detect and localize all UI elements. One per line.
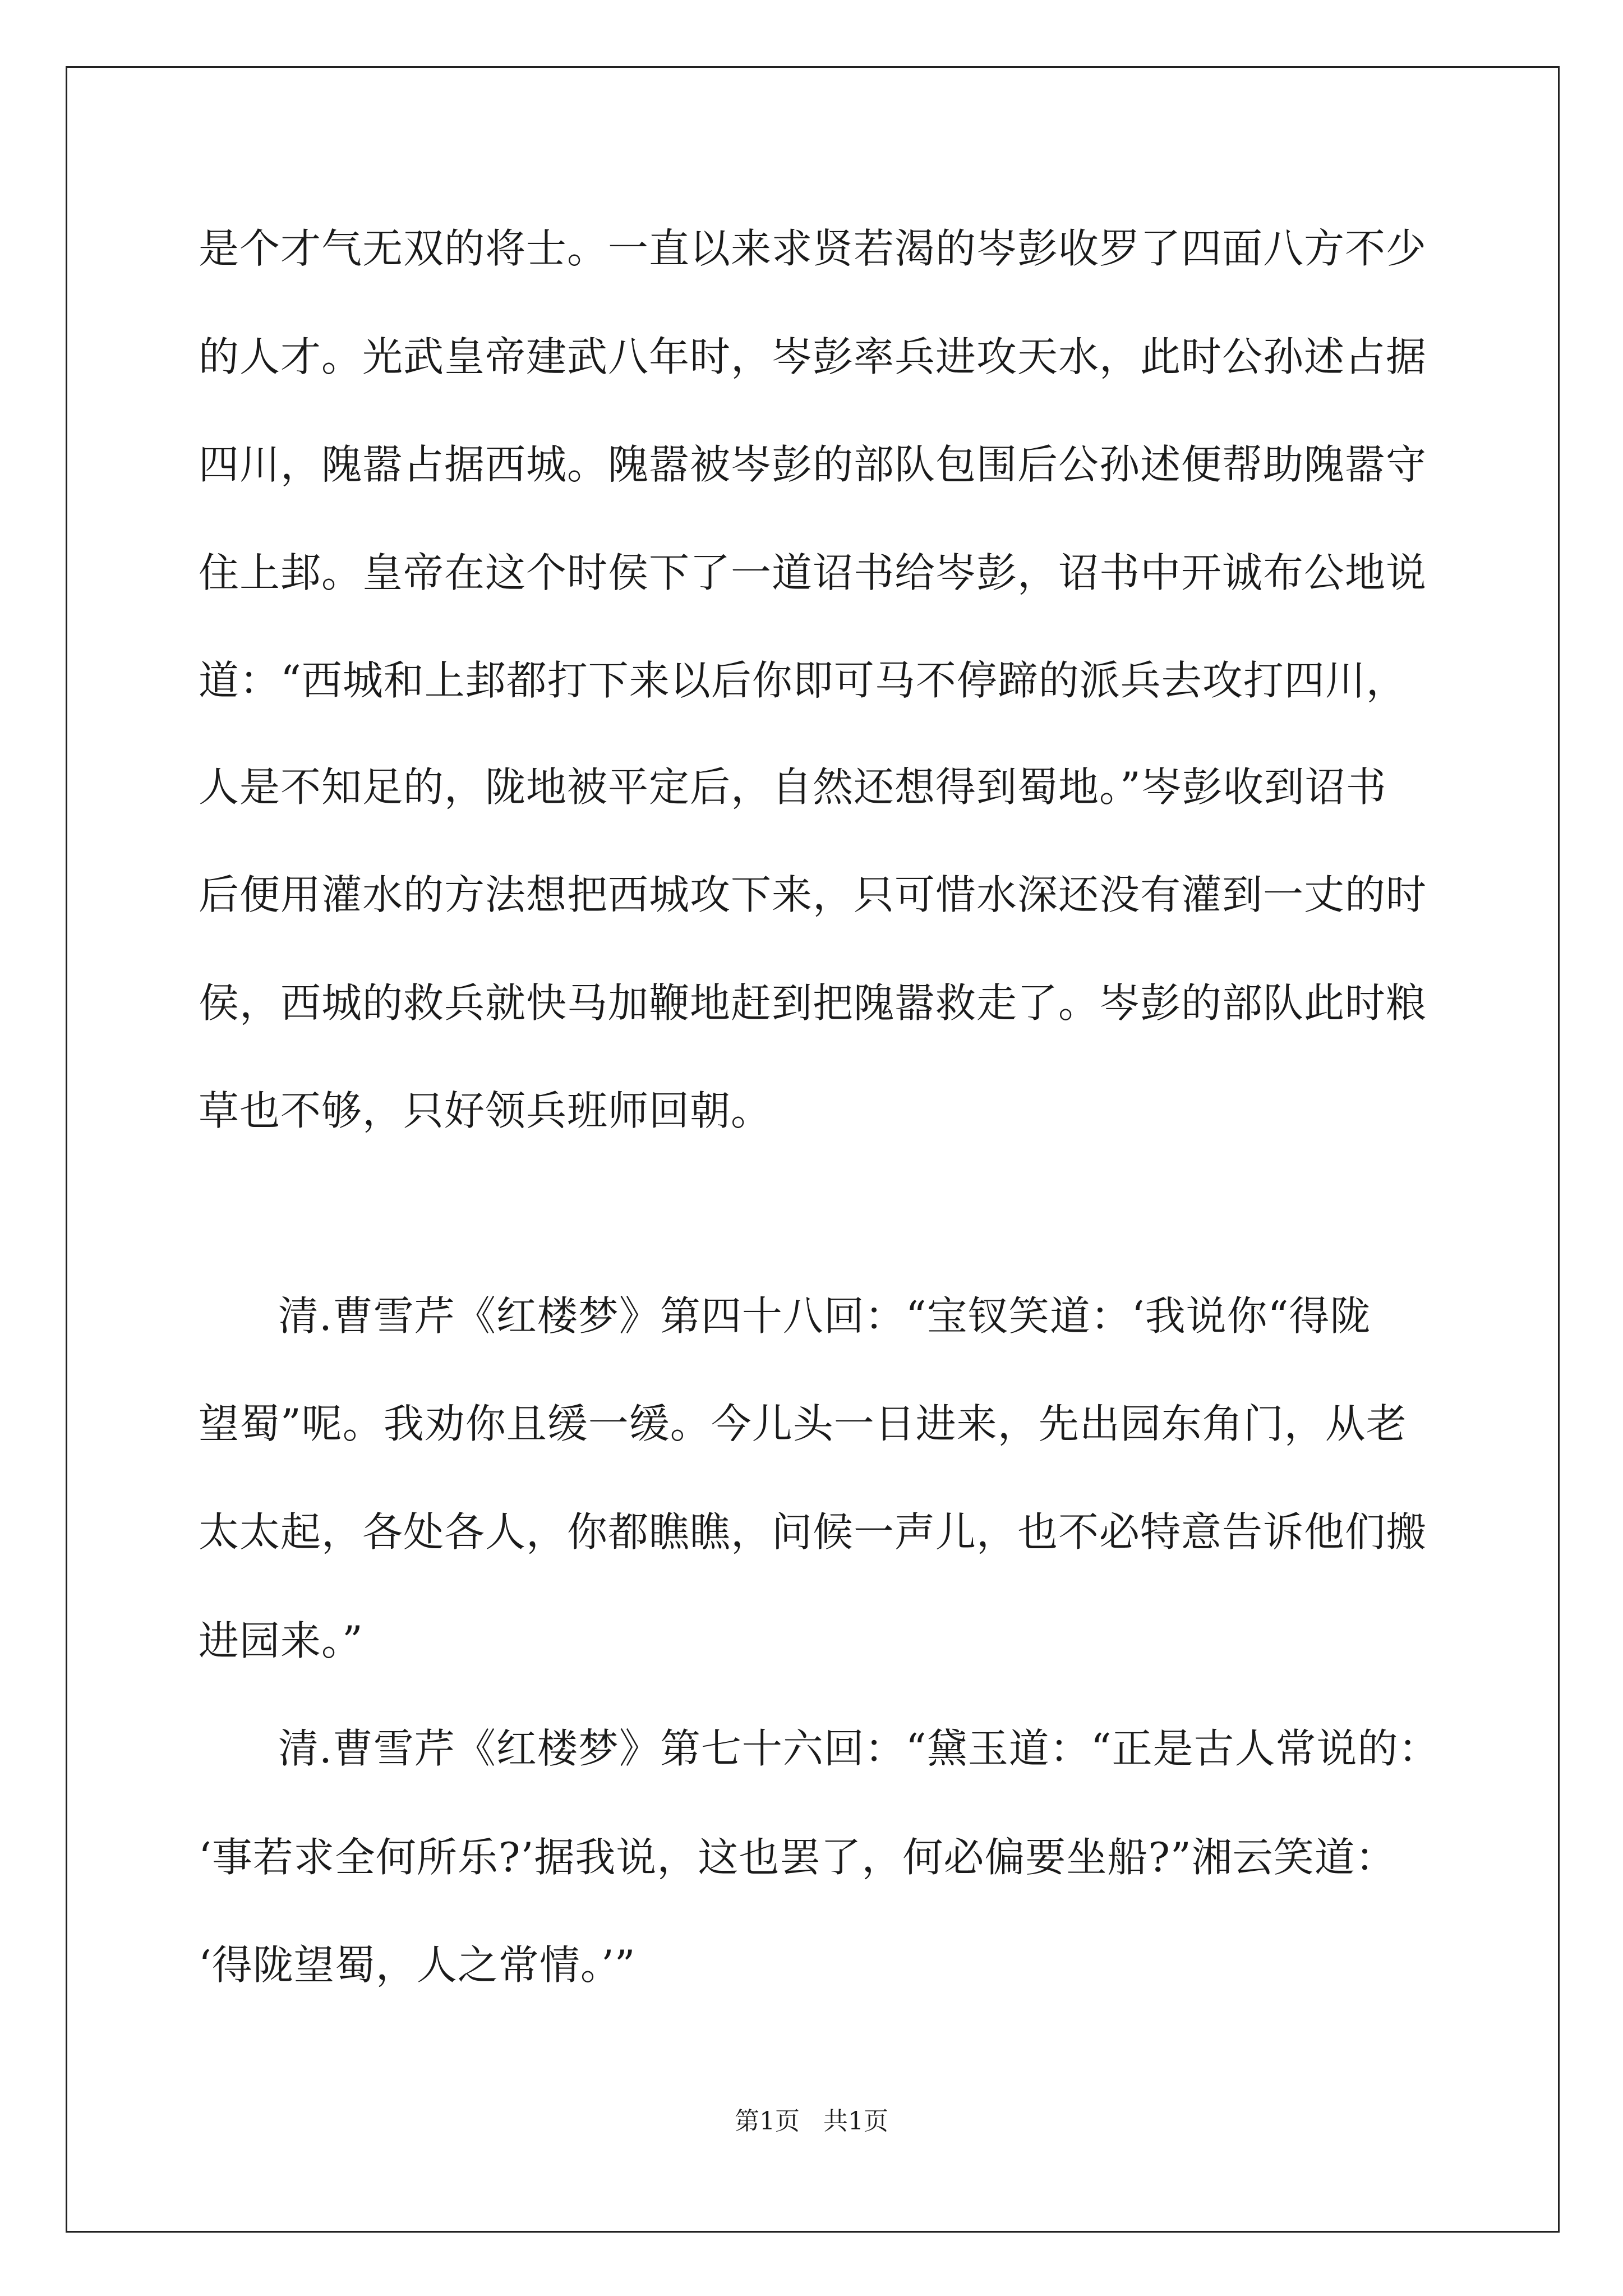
paragraph-1-line-5: 道：“西城和上邽都打下来以后你即可马不停蹄的派兵去攻打四川，: [199, 657, 1407, 704]
paragraph-1-line-8: 侯，西城的救兵就快马加鞭地赶到把隗嚣救走了。岑彭的部队此时粮: [199, 979, 1427, 1027]
paragraph-1-line-4: 住上邽。皇帝在这个时侯下了一道诏书给岑彭，诏书中开诚布公地说: [199, 549, 1427, 596]
paragraph-2-line-3: 太太起，各处各人，你都瞧瞧，问候一声儿，也不必特意告诉他们搬: [199, 1508, 1427, 1556]
paragraph-3-line-3: ‘得陇望蜀，人之常情。’”: [199, 1941, 636, 1989]
paragraph-2-line-1: 清.曹雪芹《红楼梦》第四十八回：“宝钗笑道：‘我说你“得陇: [278, 1292, 1371, 1340]
paragraph-1-line-6: 人是不知足的，陇地被平定后，自然还想得到蜀地。”岑彭收到诏书: [199, 763, 1387, 811]
paragraph-1-line-9: 草也不够，只好领兵班师回朝。: [199, 1087, 772, 1134]
paragraph-3-line-2: ‘事若求全何所乐?’据我说，这也罢了，何必偏要坐船?”湘云笑道：: [199, 1834, 1396, 1881]
paragraph-3-line-1: 清.曹雪芹《红楼梦》第七十六回：“黛玉道：“正是古人常说的：: [278, 1725, 1440, 1772]
paragraph-1-line-1: 是个才气无双的将士。一直以来求贤若渴的岑彭收罗了四面八方不少: [199, 225, 1427, 272]
page-number-footer: 第1页 共1页: [735, 2107, 888, 2136]
paragraph-1-line-2: 的人才。光武皇帝建武八年时，岑彭率兵进攻天水，此时公孙述占据: [199, 333, 1427, 380]
paragraph-2-line-2: 望蜀”呢。我劝你且缓一缓。今儿头一日进来，先出园东角门，从老: [199, 1400, 1407, 1447]
paragraph-1-line-7: 后便用灌水的方法想把西城攻下来，只可惜水深还没有灌到一丈的时: [199, 871, 1427, 918]
paragraph-2-line-4: 进园来。”: [199, 1617, 363, 1664]
page-border: [66, 66, 1560, 2233]
paragraph-1-line-3: 四川，隗嚣占据西城。隗嚣被岑彭的部队包围后公孙述便帮助隗嚣守: [199, 441, 1427, 488]
